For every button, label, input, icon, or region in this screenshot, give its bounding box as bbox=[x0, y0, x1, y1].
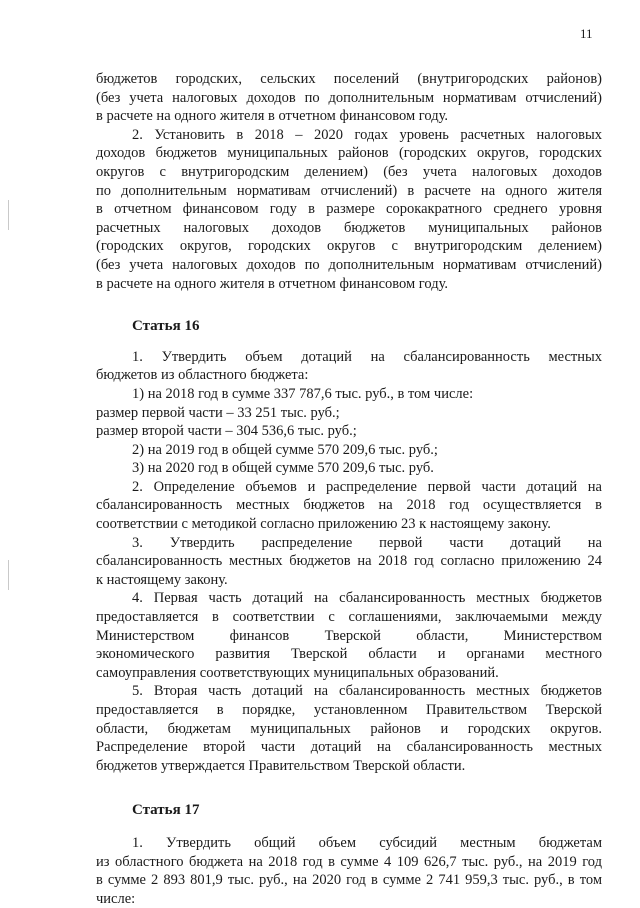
text-line: числе: bbox=[96, 890, 136, 907]
text-line: (без учета налоговых доходов по дополнительным нормативам отчислений) bbox=[96, 89, 602, 106]
text-line: сбалансированность местных бюджетов на 2018 год осуществляется в bbox=[96, 497, 602, 514]
text-line: бюджетов утверждается Правительством Тверской области. bbox=[96, 757, 466, 774]
text-line: в сумме 2 893 801,9 тыс. руб., на 2020 год в сумме 2 741 959,3 тыс. руб., в том bbox=[96, 872, 602, 889]
text-line: 2. Установить в 2018 – 2020 годах уровень расчетных налоговых bbox=[132, 126, 602, 143]
text-line: в расчете на одного жителя в отчетном финансовом году. bbox=[96, 108, 449, 125]
text-line: 4. Первая часть дотаций на сбалансированность местных бюджетов bbox=[132, 590, 602, 607]
text-line: доходов бюджетов муниципальных районов (городских округов, городских bbox=[96, 145, 602, 162]
text-line: самоуправления соответствующих муниципальных образований. bbox=[96, 664, 499, 681]
document-body bbox=[96, 70, 602, 908]
text-line: бюджетов городских, сельских поселений (внутригородских районов) bbox=[96, 71, 602, 87]
text-line: (без учета налоговых доходов по дополнительным нормативам отчислений) bbox=[96, 256, 602, 273]
text-line: 3. Утвердить распределение первой части дотаций на bbox=[132, 534, 602, 551]
scan-artifact bbox=[8, 200, 9, 230]
text-line: Распределение второй части дотаций на сбалансированность местных bbox=[96, 739, 602, 756]
text-line: предоставляется в соответствии с соглашениями, заключаемыми между bbox=[96, 609, 602, 626]
text-line: размер второй части – 304 536,6 тыс. руб.; bbox=[96, 423, 357, 440]
text-line: Министерством финансов Тверской области, Министерством bbox=[96, 627, 602, 644]
article-heading-17: Статья 17 bbox=[132, 802, 200, 819]
text-line: 1. Утвердить общий объем субсидий местным бюджетам bbox=[132, 834, 602, 851]
text-line: размер первой части – 33 251 тыс. руб.; bbox=[96, 404, 340, 421]
list-item: 3) на 2020 год в общей сумме 570 209,6 тыс. руб. bbox=[132, 460, 434, 477]
text-line: сбалансированность местных бюджетов на 2018 год согласно приложению 24 bbox=[96, 553, 602, 570]
text-line: 5. Вторая часть дотаций на сбалансированность местных бюджетов bbox=[132, 683, 602, 700]
text-line: к настоящему закону. bbox=[96, 571, 228, 588]
text-line: округов с внутригородским делением) (без учета налоговых доходов bbox=[96, 163, 602, 180]
page-number: 11 bbox=[580, 26, 593, 41]
text-line: (городских округов, городских округов с внутригородским делением) bbox=[96, 238, 602, 255]
text-line: бюджетов из областного бюджета: bbox=[96, 367, 309, 384]
list-item: 2) на 2019 год в общей сумме 570 209,6 тыс. руб.; bbox=[132, 441, 438, 458]
text-line: расчетных налоговых доходов бюджетов муниципальных районов bbox=[96, 219, 602, 236]
text-line: соответствии с методикой согласно приложению 23 к настоящему закону. bbox=[96, 516, 551, 533]
text-line: в расчете на одного жителя в отчетном финансовом году. bbox=[96, 275, 449, 292]
text-line: предоставляется в порядке, установленном Правительством Тверской bbox=[96, 702, 602, 718]
list-item: 1) на 2018 год в сумме 337 787,6 тыс. руб., в том числе: bbox=[132, 385, 474, 402]
text-line: 2. Определение объемов и распределение первой части дотаций на bbox=[132, 478, 602, 495]
text-line: из областного бюджета на 2018 год в сумме 4 109 626,7 тыс. руб., на 2019 год bbox=[96, 853, 602, 870]
article-heading-16: Статья 16 bbox=[132, 318, 200, 335]
text-line: экономического развития Тверской области и органами местного bbox=[96, 646, 602, 663]
text-line: в отчетном финансовом году в размере сорокакратного среднего уровня bbox=[96, 201, 602, 218]
scan-artifact bbox=[8, 560, 9, 590]
text-line: по дополнительным нормативам отчислений) в расчете на одного жителя bbox=[96, 182, 602, 199]
text-line: 1. Утвердить объем дотаций на сбалансированность местных bbox=[132, 348, 602, 365]
text-line: области, бюджетам муниципальных районов и городских округов. bbox=[96, 720, 602, 737]
